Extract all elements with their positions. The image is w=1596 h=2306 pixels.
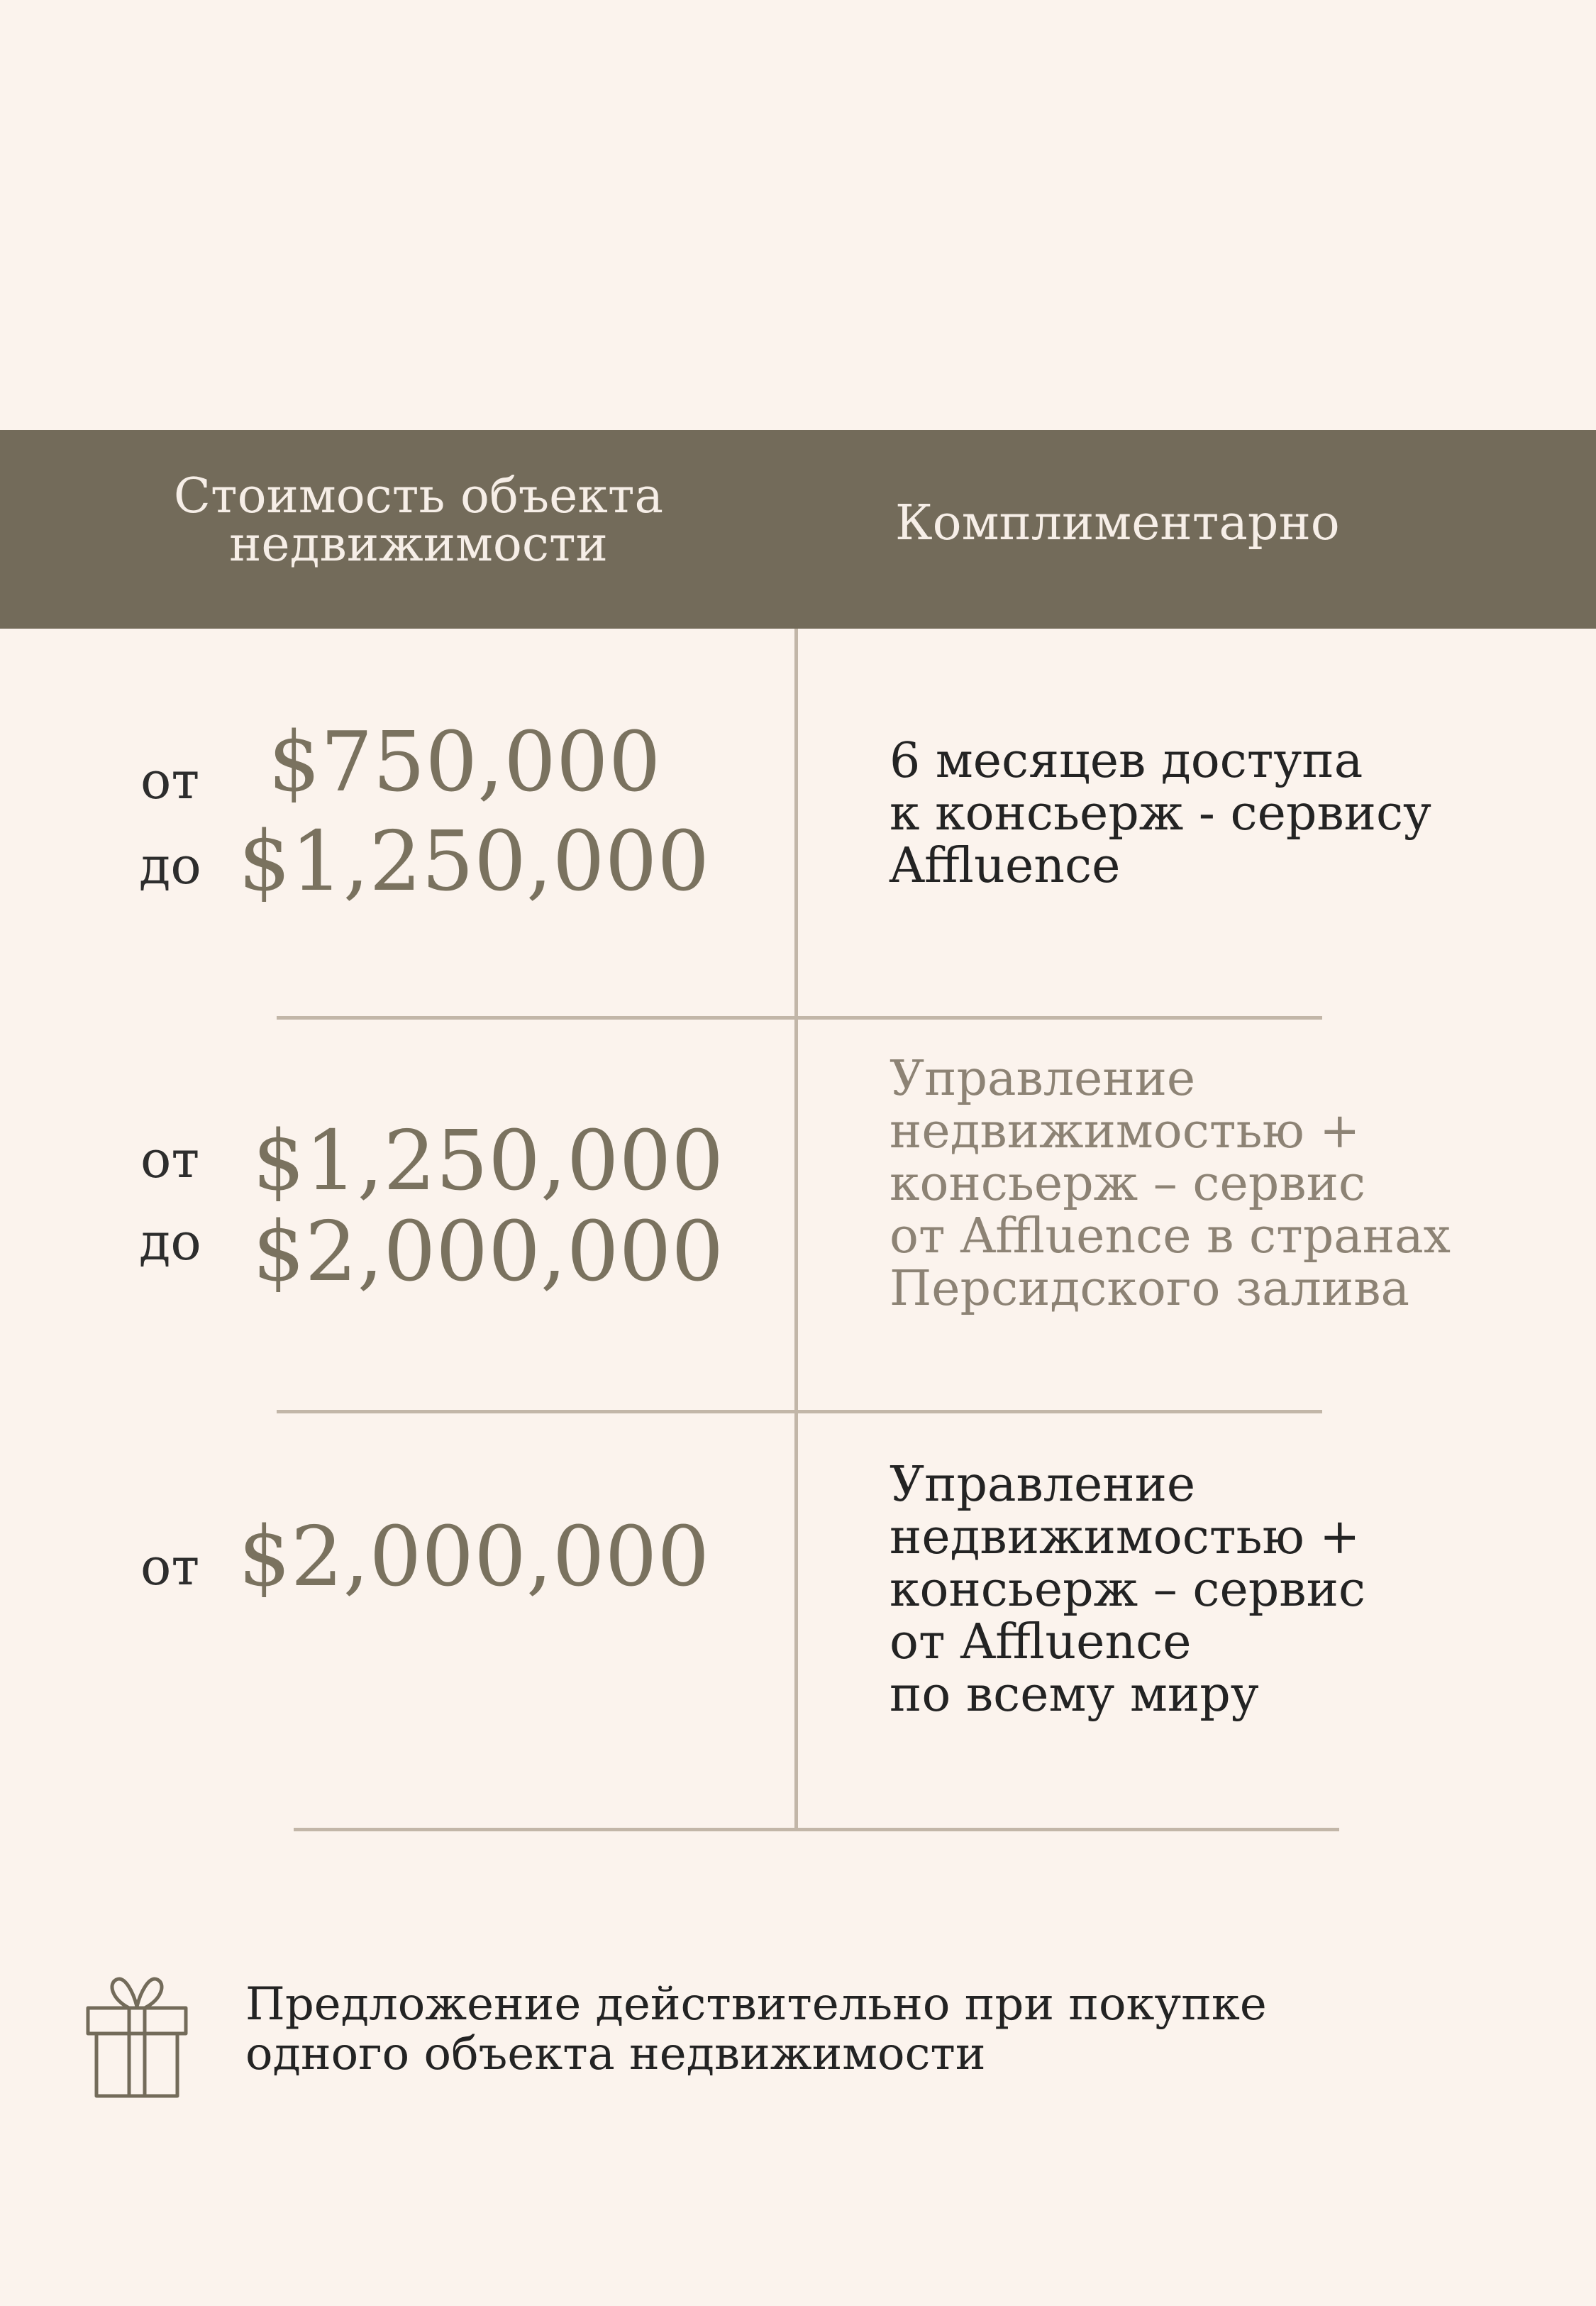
table-header	[0, 430, 1596, 629]
benefit-2: Управление недвижимостью + консьерж – сервис от Affluence в странах Персидского залива	[890, 1051, 1451, 1317]
header-price-line1: Стоимость объекта	[173, 468, 664, 524]
offer-note-line1: Предложение действительно при покупке	[245, 1978, 1267, 2031]
benefit-3: Управление недвижимостью + консьерж – сервис от Affluence по всему миру	[890, 1457, 1365, 1723]
header-complimentary-column: Комплиментарно	[895, 495, 1340, 551]
to-amount: $2,000,000	[253, 1204, 724, 1300]
row-divider-2	[277, 1410, 1322, 1413]
to-prefix: до	[139, 1212, 201, 1271]
from-amount: $2,000,000	[238, 1509, 710, 1605]
to-prefix: до	[139, 836, 201, 895]
from-prefix: от	[140, 1130, 200, 1189]
offer-note	[245, 1980, 1522, 2079]
from-prefix: от	[140, 751, 200, 810]
header-price-line2: недвижимости	[229, 517, 608, 573]
gift-icon	[84, 1971, 190, 2100]
row-divider-3	[294, 1828, 1339, 1831]
row-divider-1	[277, 1016, 1322, 1020]
from-amount: $750,000	[268, 715, 661, 810]
column-divider	[794, 629, 798, 1831]
header-price-column	[0, 468, 837, 573]
to-amount: $1,250,000	[238, 814, 710, 910]
offer-note-line2: одного объекта недвижимости	[245, 2028, 986, 2080]
from-prefix: от	[140, 1537, 200, 1596]
benefit-1: 6 месяцев доступа к консьерж - сервису Affluence	[890, 733, 1432, 894]
from-amount: $1,250,000	[253, 1113, 724, 1209]
